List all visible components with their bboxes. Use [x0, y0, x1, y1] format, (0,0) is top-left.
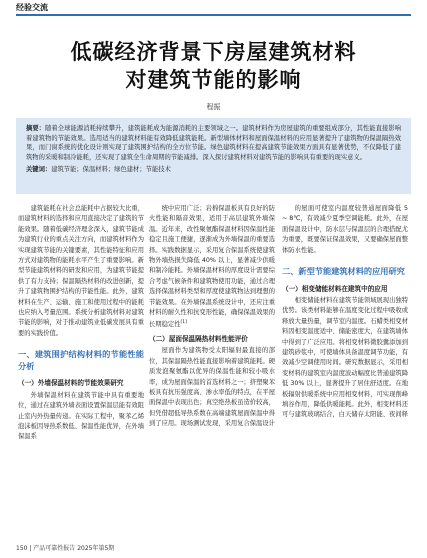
subsection-heading: （二）屋面保温隔热材料性能评价 [149, 334, 248, 343]
paragraph-text: 统中应用广泛；岩棉保温板具有良好的防火性能和隔音效果，适用于高层建筑外墙保温。近年来，改性聚氨酯保温材料因保温性能稳定且施工便捷，逐渐成为外墙保温的重要选择。实践数据显示，采用复合保温系统使建筑物外墙热损失降低 40% 以上，显著减少供暖和制冷能耗。外墙保温材料的厚度设计需要综合考虑气候条件和建筑物使用功能，通过合理选择保温材料类型和厚度使建筑物达到理想的节能效果。在外墙保温系统设计中，还应注重材料的耐久性和抗变形性能，确保保温效果的长期稳定性 [149, 205, 275, 329]
paragraph: 相变储能材料在建筑节能领域展现出独特优势。该类材料能够在温度变化过程中吸收或释放大量热量，调节室内温度。石蜡类相变材料因相变温度适中、储能密度大，在建筑墙体中得到了广泛应用。将相变材料微胶囊添加到建筑砂浆中，可使墙体具备温度调节功能，有效减少空调使用时间。研究数据显示，采用相变材料的建筑室内温度波动幅度比普通建筑降低 30% 以上，显著提升了居住舒适度。在地板辐射供暖系统中应用相变材料，可实现削峰填谷作用，降低供暖能耗。此外，相变材料还可与建筑玻璃结合，白天储存太阳能、夜间释 [282, 296, 408, 419]
citation-ref: [1] [180, 320, 187, 326]
subsection-heading: （一）外墙保温材料的节能效果研究 [18, 379, 124, 388]
column-1 [18, 204, 144, 443]
abstract-box [16, 118, 411, 194]
title-line-1: 低碳经济背景下房屋建筑材料 [70, 40, 357, 64]
section-heading: 二、新型节能建筑材料的应用研究 [282, 266, 405, 277]
keywords-text: 建筑节能；保温材料；绿色建材；节能技术 [51, 166, 171, 174]
section-heading: 一、建筑围护结构材料的节能性能分析 [18, 349, 144, 371]
paragraph [149, 204, 275, 331]
paragraph: 的屋面可使室内温度较普通屋面降低 5 ~ 8℃，有效减少夏季空调能耗。此外，在屋面保温设计中，防水层与保温层的合理搭配尤为重要，既要保证保温效果，又要确保屋面整体防水性能。 [282, 205, 408, 254]
section-tag: 经验交流 [16, 3, 48, 12]
title-line-2: 对建筑节能的影响 [125, 68, 302, 92]
column-2 [149, 204, 275, 430]
paragraph: 建筑能耗在社会总能耗中占据较大比重，而建筑材料的选择和应用直接决定了建筑的节能效果。随着低碳经济理念深入，建筑节能成为建筑行业的重点关注方向，而建筑材料作为实现建筑节能的关键要素，其性能特征和应用方式对建筑物的能耗水平产生了重要影响。新型节能建筑材料的研发和应用，为建筑节能提供了有力支持；保温隔热材料的改进创新，提升了建筑物围护结构的节能性能。此外，建筑材料在生产、运输、施工和使用过程中的能耗也应纳入考量范围。系统分析建筑材料对建筑节能的影响，对于推动建筑业低碳发展具有重要的实践价值。 [18, 205, 144, 337]
keywords [26, 165, 401, 175]
column-3 [282, 204, 408, 421]
subsection-heading: （一）相变储能材料在建筑中的应用 [282, 284, 388, 293]
paragraph: 外墙保温材料在建筑节能中具有重要地位，通过在建筑外墙表面设置保温层能有效阻止室内外热量传递。在实际工程中，聚苯乙烯泡沫板因导热系数低、保温性能优异，在外墙保温系 [18, 391, 144, 441]
article-title [0, 38, 427, 94]
page-footer: 150 | 产品可靠性报告 2025年第5期 [16, 545, 115, 552]
abstract-label: 摘要： [26, 125, 46, 132]
author: 程振 [206, 103, 221, 111]
keywords-label: 关键词： [26, 166, 52, 174]
abstract-text: 随着全球能源消耗持续攀升，建筑能耗成为能源消耗的主要领域之一。建筑材料作为房屋建筑的重要组成部分，其性能直接影响着建筑物的节能效果。选用适当的建筑材料能有效降低建筑能耗。新型墙体材料和屋面保温材料的应用显著提升了建筑物的保温隔热效果，而门窗系统的优化设计则实现了建筑围护结构的全方位节能。绿色建筑材料在提高建筑节能效果方面具有显著优势，不仅降低了建筑物的采暖和制冷能耗，还实现了建筑全生命周期的节能减排。深入探讨建筑材料对建筑节能的影响具有重要的现实意义。 [26, 125, 402, 161]
abstract [26, 124, 401, 162]
paragraph: 屋面作为建筑物受太阳辐射最直接的部位，其保温隔热性能直接影响着建筑能耗。硬质发泡聚氨酯以优异的保温性能和较小吸水率，成为屋面保温的首选材料之一；挤塑聚苯板具有抗压强度高、渗水率低的特点，在平屋面保温中表现出色；真空绝热板虽造价较高，但凭借超低导热系数在高端建筑屋面保温中得到了应用。现场测试发现，采用复合保温设计 [149, 347, 275, 428]
header-rule [16, 14, 411, 16]
